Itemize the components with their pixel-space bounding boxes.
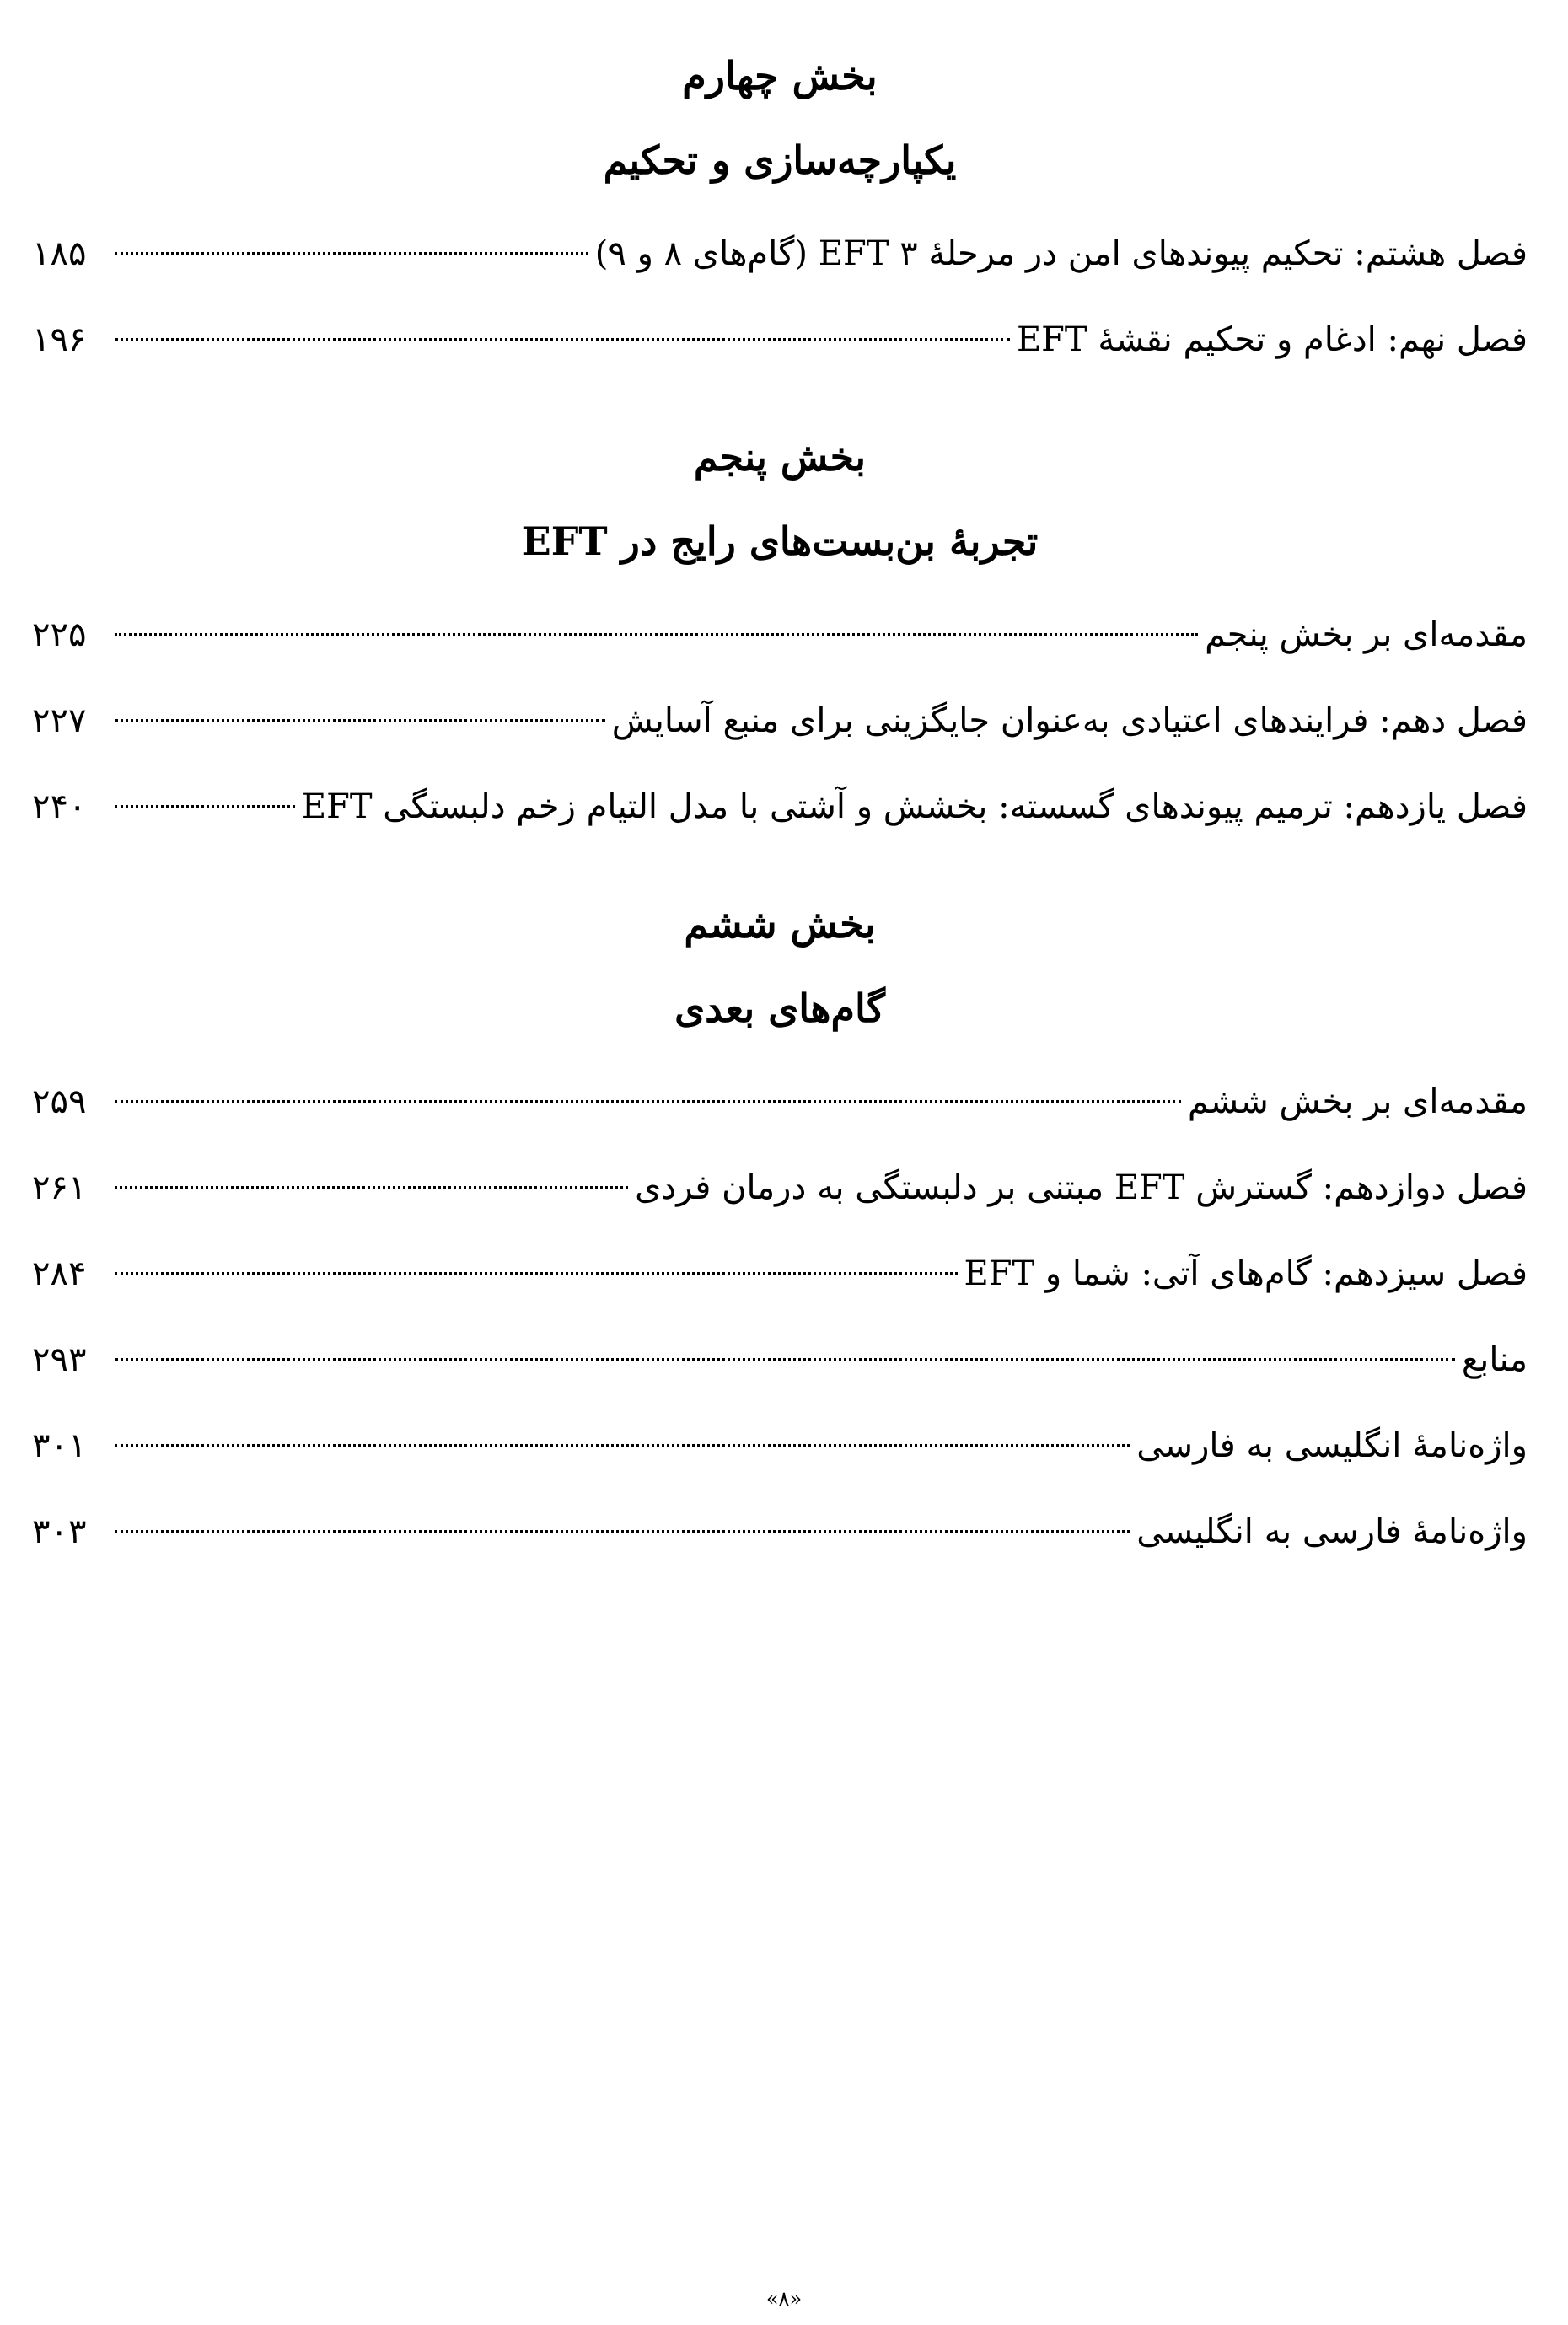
table-of-contents [32, 51, 1528, 1575]
toc-entry[interactable] [32, 678, 1528, 764]
toc-entry[interactable] [32, 1489, 1528, 1575]
toc-entry-title: واژه‌نامهٔ فارسی به انگلیسی [1136, 1512, 1528, 1551]
toc-entry-title: مقدمه‌ای بر بخش ششم [1187, 1082, 1528, 1121]
part-five [32, 432, 1528, 850]
toc-entry[interactable] [32, 764, 1528, 850]
toc-entry[interactable] [32, 1403, 1528, 1489]
part-six [32, 899, 1528, 1575]
toc-entry-page: ۲۴۰ [32, 787, 87, 826]
toc-entry-page: ۱۸۵ [32, 234, 87, 273]
dot-leader [115, 252, 588, 255]
toc-entry[interactable] [32, 1317, 1528, 1403]
dot-leader [115, 1530, 1130, 1533]
toc-entry-page: ۲۸۴ [32, 1254, 87, 1293]
dot-leader [115, 1358, 1455, 1361]
part-heading: بخش پنجم [693, 434, 867, 480]
dot-leader [115, 805, 295, 808]
dot-leader [115, 719, 605, 722]
toc-entry[interactable] [32, 211, 1528, 297]
dot-leader [115, 1272, 958, 1275]
page-number: «۸» [765, 2287, 803, 2311]
toc-entry-page: ۱۹۶ [32, 320, 87, 359]
part-heading: بخش ششم [684, 901, 876, 947]
toc-entry-title: مقدمه‌ای بر بخش پنجم [1205, 615, 1528, 654]
toc-entry-page: ۲۲۷ [32, 701, 87, 740]
part-title: گام‌های بعدی [674, 985, 885, 1031]
toc-entry-title: فصل هشتم: تحکیم پیوندهای امن در مرحلهٔ ۳ EFT (گام‌های ۸ و ۹) [594, 234, 1528, 273]
toc-entry-page: ۲۹۳ [32, 1340, 87, 1379]
toc-entry-title: فصل یازدهم: ترمیم پیوندهای گسسته: بخشش و آشتی با مدل التیام زخم دلبستگی EFT [301, 787, 1528, 826]
toc-entry-title: واژه‌نامهٔ انگلیسی به فارسی [1136, 1426, 1528, 1465]
toc-entry[interactable] [32, 592, 1528, 678]
toc-entry-title: فصل دوازدهم: گسترش EFT مبتنی بر دلبستگی به درمان فردی [635, 1168, 1528, 1207]
dot-leader [115, 338, 1010, 341]
dot-leader [115, 1100, 1181, 1103]
toc-entry[interactable] [32, 1145, 1528, 1231]
toc-entry[interactable] [32, 1231, 1528, 1317]
toc-entry-page: ۲۶۱ [32, 1168, 87, 1207]
toc-entry-title: فصل نهم: ادغام و تحکیم نقشهٔ EFT [1016, 320, 1528, 359]
part-heading: بخش چهارم [682, 53, 878, 99]
part-four [32, 51, 1528, 383]
toc-entry-page: ۳۰۳ [32, 1512, 87, 1551]
toc-entry-title: منابع [1461, 1340, 1528, 1379]
toc-entry[interactable] [32, 1059, 1528, 1145]
toc-entry-page: ۲۵۹ [32, 1082, 87, 1121]
part-title: یکپارچه‌سازی و تحکیم [603, 137, 957, 183]
dot-leader [115, 1186, 628, 1189]
part-title: تجربهٔ بن‌بست‌های رایج در EFT [521, 518, 1039, 564]
toc-entry[interactable] [32, 297, 1528, 383]
toc-entry-title: فصل دهم: فرایندهای اعتیادی به‌عنوان جایگزینی برای منبع آسایش [611, 701, 1528, 740]
toc-entry-page: ۳۰۱ [32, 1426, 87, 1465]
toc-entry-title: فصل سیزدهم: گام‌های آتی: شما و EFT [964, 1254, 1528, 1293]
dot-leader [115, 633, 1198, 636]
dot-leader [115, 1444, 1130, 1447]
toc-entry-page: ۲۲۵ [32, 615, 87, 654]
